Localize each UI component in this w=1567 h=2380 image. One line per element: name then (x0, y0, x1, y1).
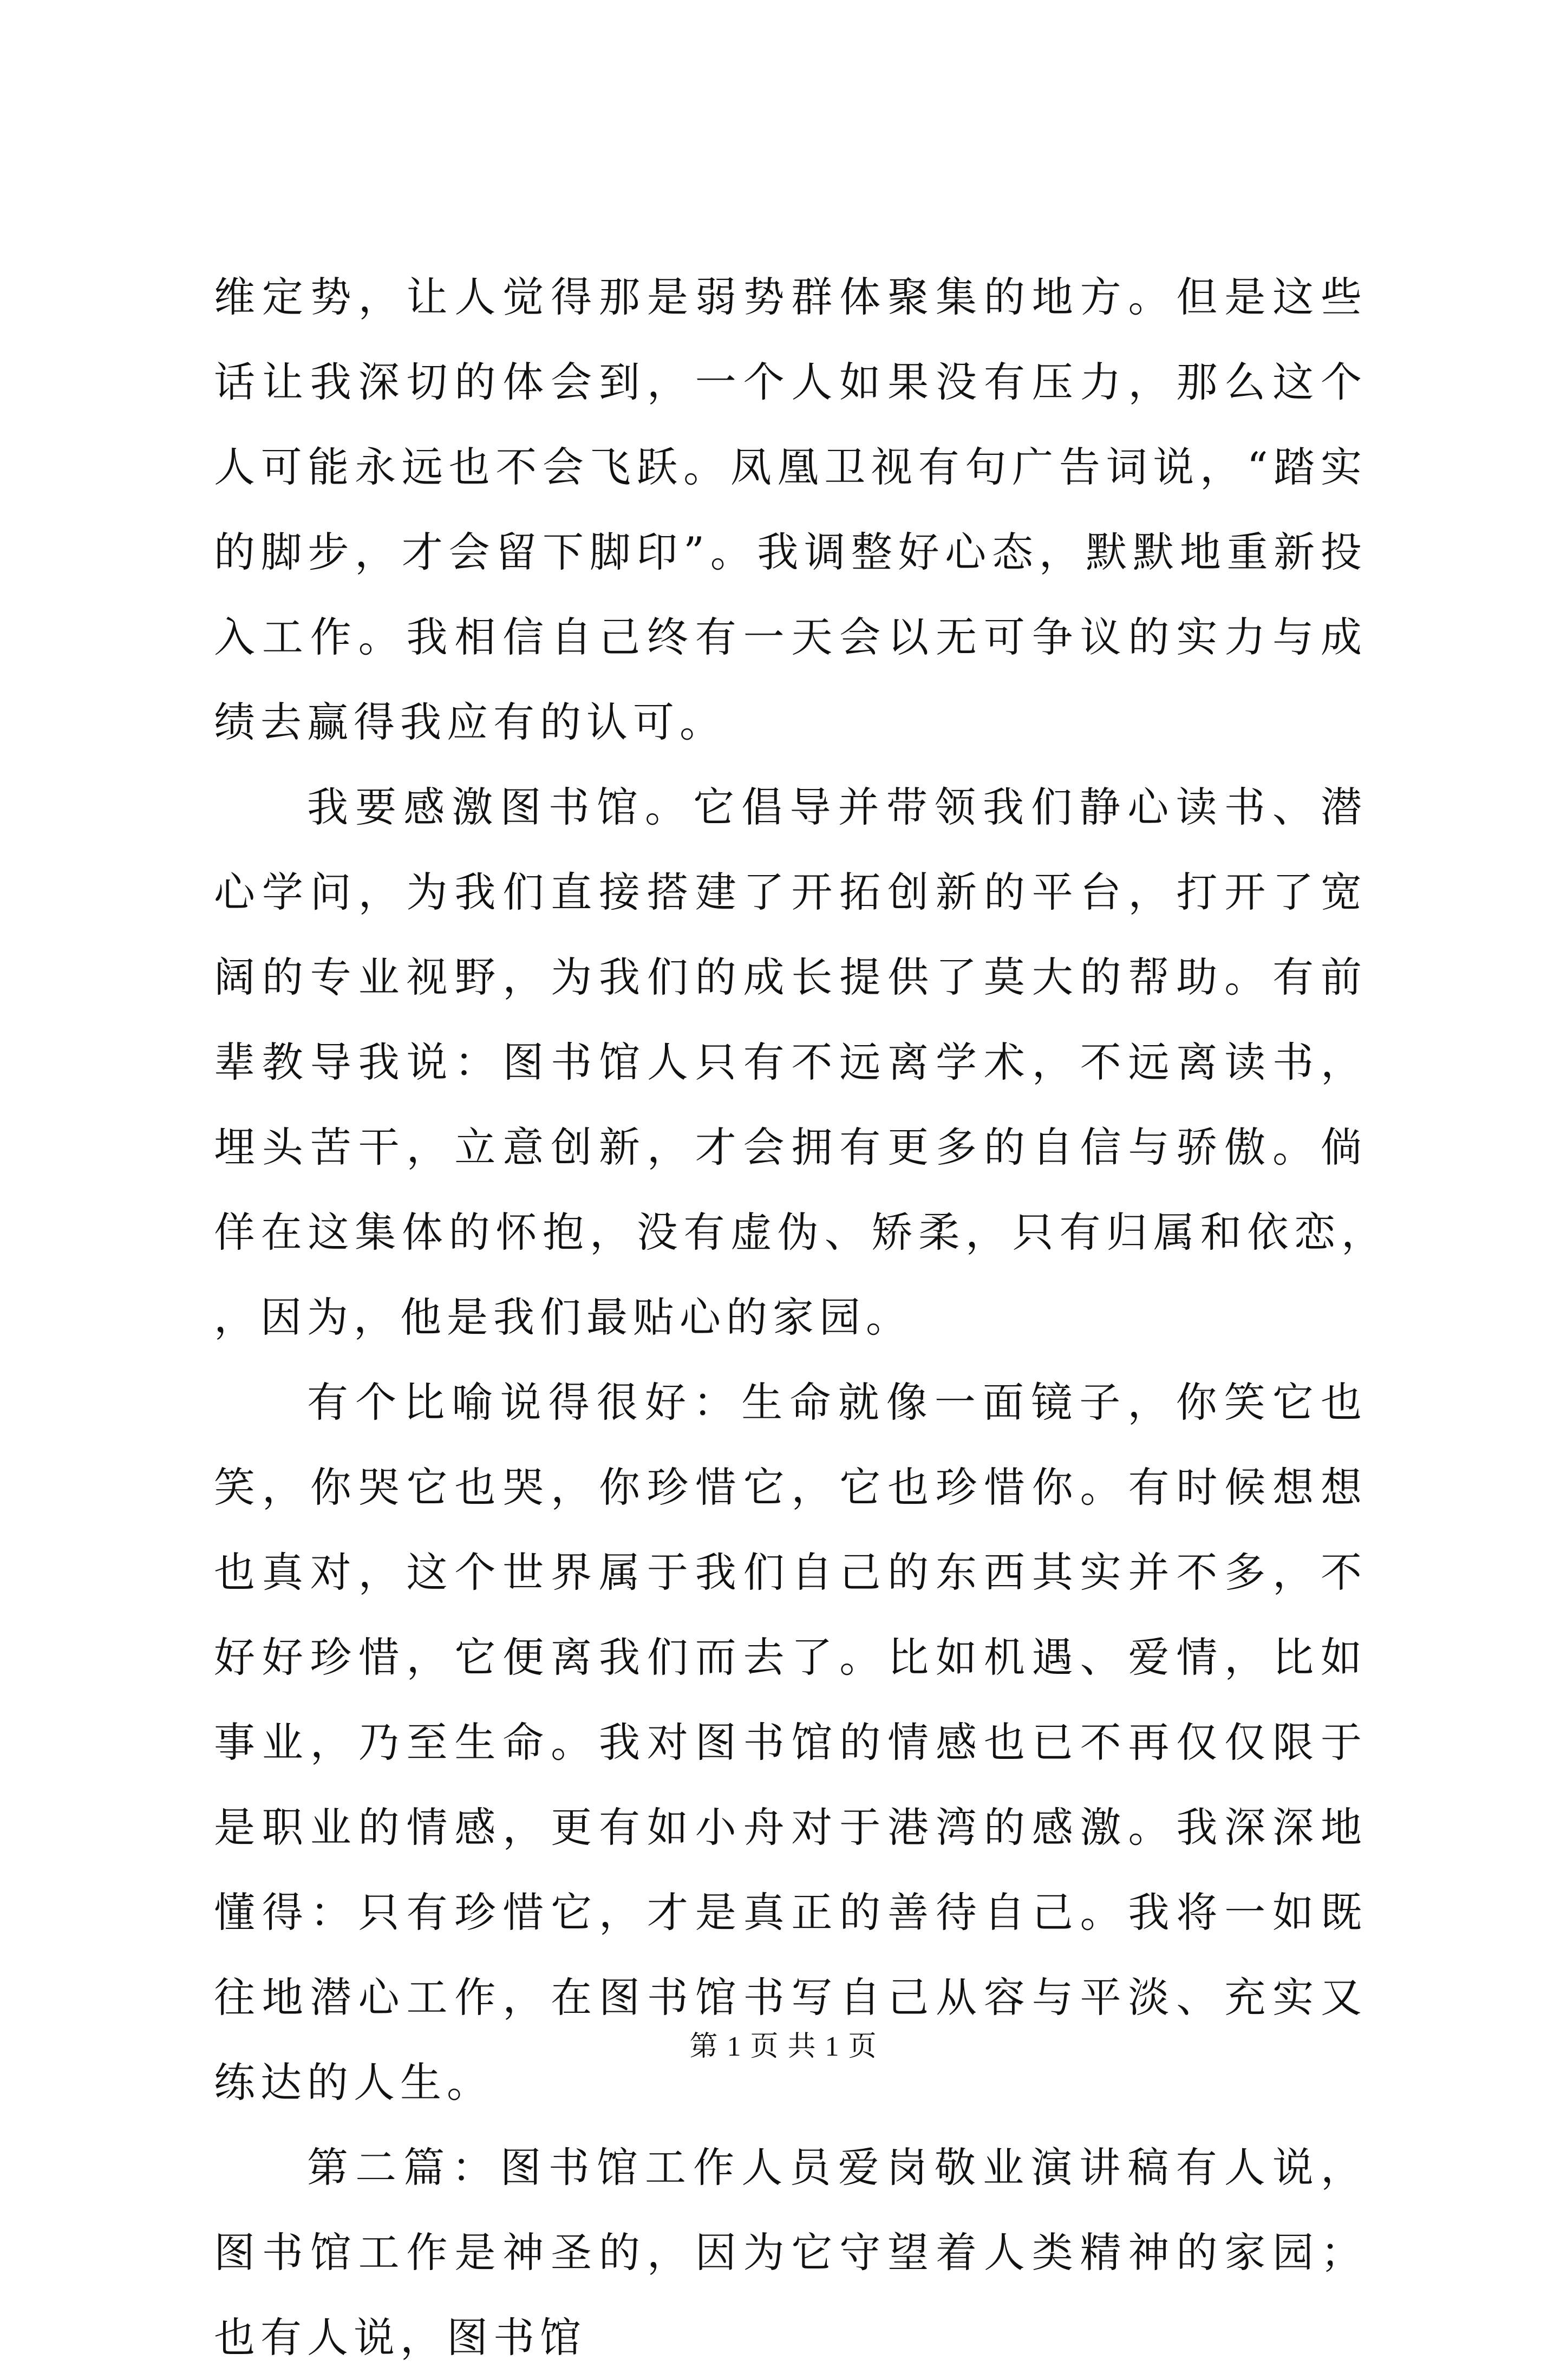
paragraph-second-article: 第二篇：图书馆工作人员爱岗敬业演讲稿有人说，图书馆工作是神圣的，因为它守望着人类精神的家园；也有人说，图书馆 (214, 2143, 1367, 2362)
page-number-footer: 第 1 页 共 1 页 (689, 2031, 878, 2062)
paragraph-gratitude-library: 我要感激图书馆。它倡导并带领我们静心读书、潜心学问，为我们直接搭建了开拓创新的平台，打开了宽阔的专业视野，为我们的成长提供了莫大的帮助。有前辈教导我说：图书馆人只有不远离学术，不远离读书，埋头苦干，立意创新，才会拥有更多的自信与骄傲。倘佯在这集体的怀抱，没有虚伪、矫柔，只有归属和依恋，，因为，他是我们最贴心的家园。 (214, 783, 1367, 1341)
paragraph-continuation: 维定势，让人觉得那是弱势群体聚集的地方。但是这些话让我深切的体会到，一个人如果没有压力，那么这个人可能永远也不会飞跃。凤凰卫视有句广告词说，“踏实的脚步，才会留下脚印”。我调整好心态，默默地重新投入工作。我相信自己终有一天会以无可争议的实力与成绩去赢得我应有的认可。 (214, 273, 1367, 746)
paragraph-mirror-metaphor: 有个比喻说得很好：生命就像一面镜子，你笑它也笑，你哭它也哭，你珍惜它，它也珍惜你。有时候想想也真对，这个世界属于我们自己的东西其实并不多，不好好珍惜，它便离我们而去了。比如机遇、爱情，比如事业，乃至生命。我对图书馆的情感也已不再仅仅限于是职业的情感，更有如小舟对于港湾的感激。我深深地懂得：只有珍惜它，才是真正的善待自己。我将一如既往地潜心工作，在图书馆书写自己从容与平淡、充实又练达的人生。 (214, 1378, 1367, 2107)
